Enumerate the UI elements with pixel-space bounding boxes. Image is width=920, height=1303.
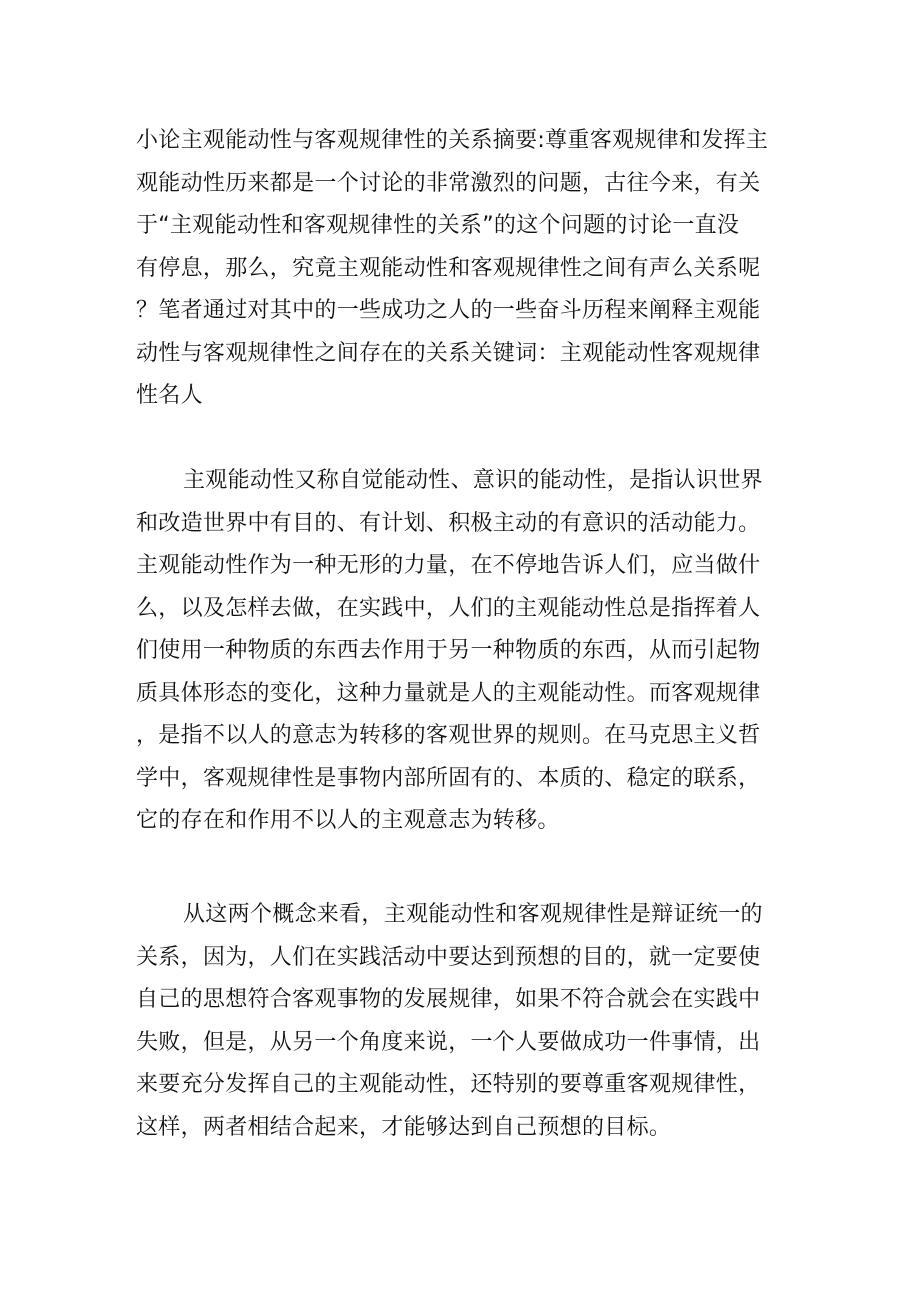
relation-line: 关系，因为，人们在实践活动中要达到预想的目的，就一定要使 bbox=[136, 944, 761, 970]
definition-line: 学中，客观规律性是事物内部所固有的、本质的、稳定的联系， bbox=[136, 765, 761, 791]
relation-line: 从这两个概念来看，主观能动性和客观规律性是辩证统一的 bbox=[183, 902, 763, 927]
abstract-line: 小论主观能动性与客观规律性的关系摘要:尊重客观规律和发挥主 bbox=[136, 128, 769, 153]
definition-line: 主观能动性作为一种无形的力量，在不停地告诉人们，应当做什 bbox=[136, 553, 761, 578]
definition-line: ，是指不以人的意志为转移的客观世界的规则。在马克思主义哲 bbox=[136, 723, 761, 748]
abstract-paragraph bbox=[136, 120, 768, 418]
relation-paragraph bbox=[136, 894, 768, 1149]
abstract-line: 性名人 bbox=[136, 383, 203, 408]
definition-line: 么，以及怎样去做，在实践中，人们的主观能动性总是指挥着人 bbox=[136, 595, 761, 621]
abstract-line: ？笔者通过对其中的一些成功之人的一些奋斗历程来阐释主观能 bbox=[136, 298, 761, 323]
definition-line: 主观能动性又称自觉能动性、意识的能动性，是指认识世界 bbox=[183, 468, 763, 493]
abstract-line: 动性与客观规律性之间存在的关系关键词：主观能动性客观规律 bbox=[136, 340, 761, 366]
relation-line: 自己的思想符合客观事物的发展规律，如果不符合就会在实践中 bbox=[136, 987, 761, 1012]
abstract-line: 有停息，那么，究竟主观能动性和客观规律性之间有声么关系呢 bbox=[136, 255, 761, 281]
relation-line: 失败，但是，从另一个角度来说，一个人要做成功一件事情，出 bbox=[136, 1029, 761, 1055]
relation-line: 来要充分发挥自己的主观能动性，还特别的要尊重客观规律性， bbox=[136, 1072, 761, 1097]
definition-line: 质具体形态的变化，这种力量就是人的主观能动性。而客观规律 bbox=[136, 680, 761, 706]
abstract-line: 观能动性历来都是一个讨论的非常激烈的问题，古往今来，有关 bbox=[136, 170, 761, 196]
definition-line: 它的存在和作用不以人的主观意志为转移。 bbox=[136, 808, 560, 833]
abstract-line: 于“主观能动性和客观规律性的关系”的这个问题的讨论一直没 bbox=[136, 213, 740, 238]
relation-line: 这样，两者相结合起来，才能够达到自己预想的目标。 bbox=[136, 1114, 672, 1140]
definition-paragraph bbox=[136, 460, 768, 843]
definition-line: 们使用一种物质的东西去作用于另一种物质的东西，从而引起物 bbox=[136, 638, 761, 663]
definition-line: 和改造世界中有目的、有计划、积极主动的有意识的活动能力。 bbox=[136, 510, 761, 536]
